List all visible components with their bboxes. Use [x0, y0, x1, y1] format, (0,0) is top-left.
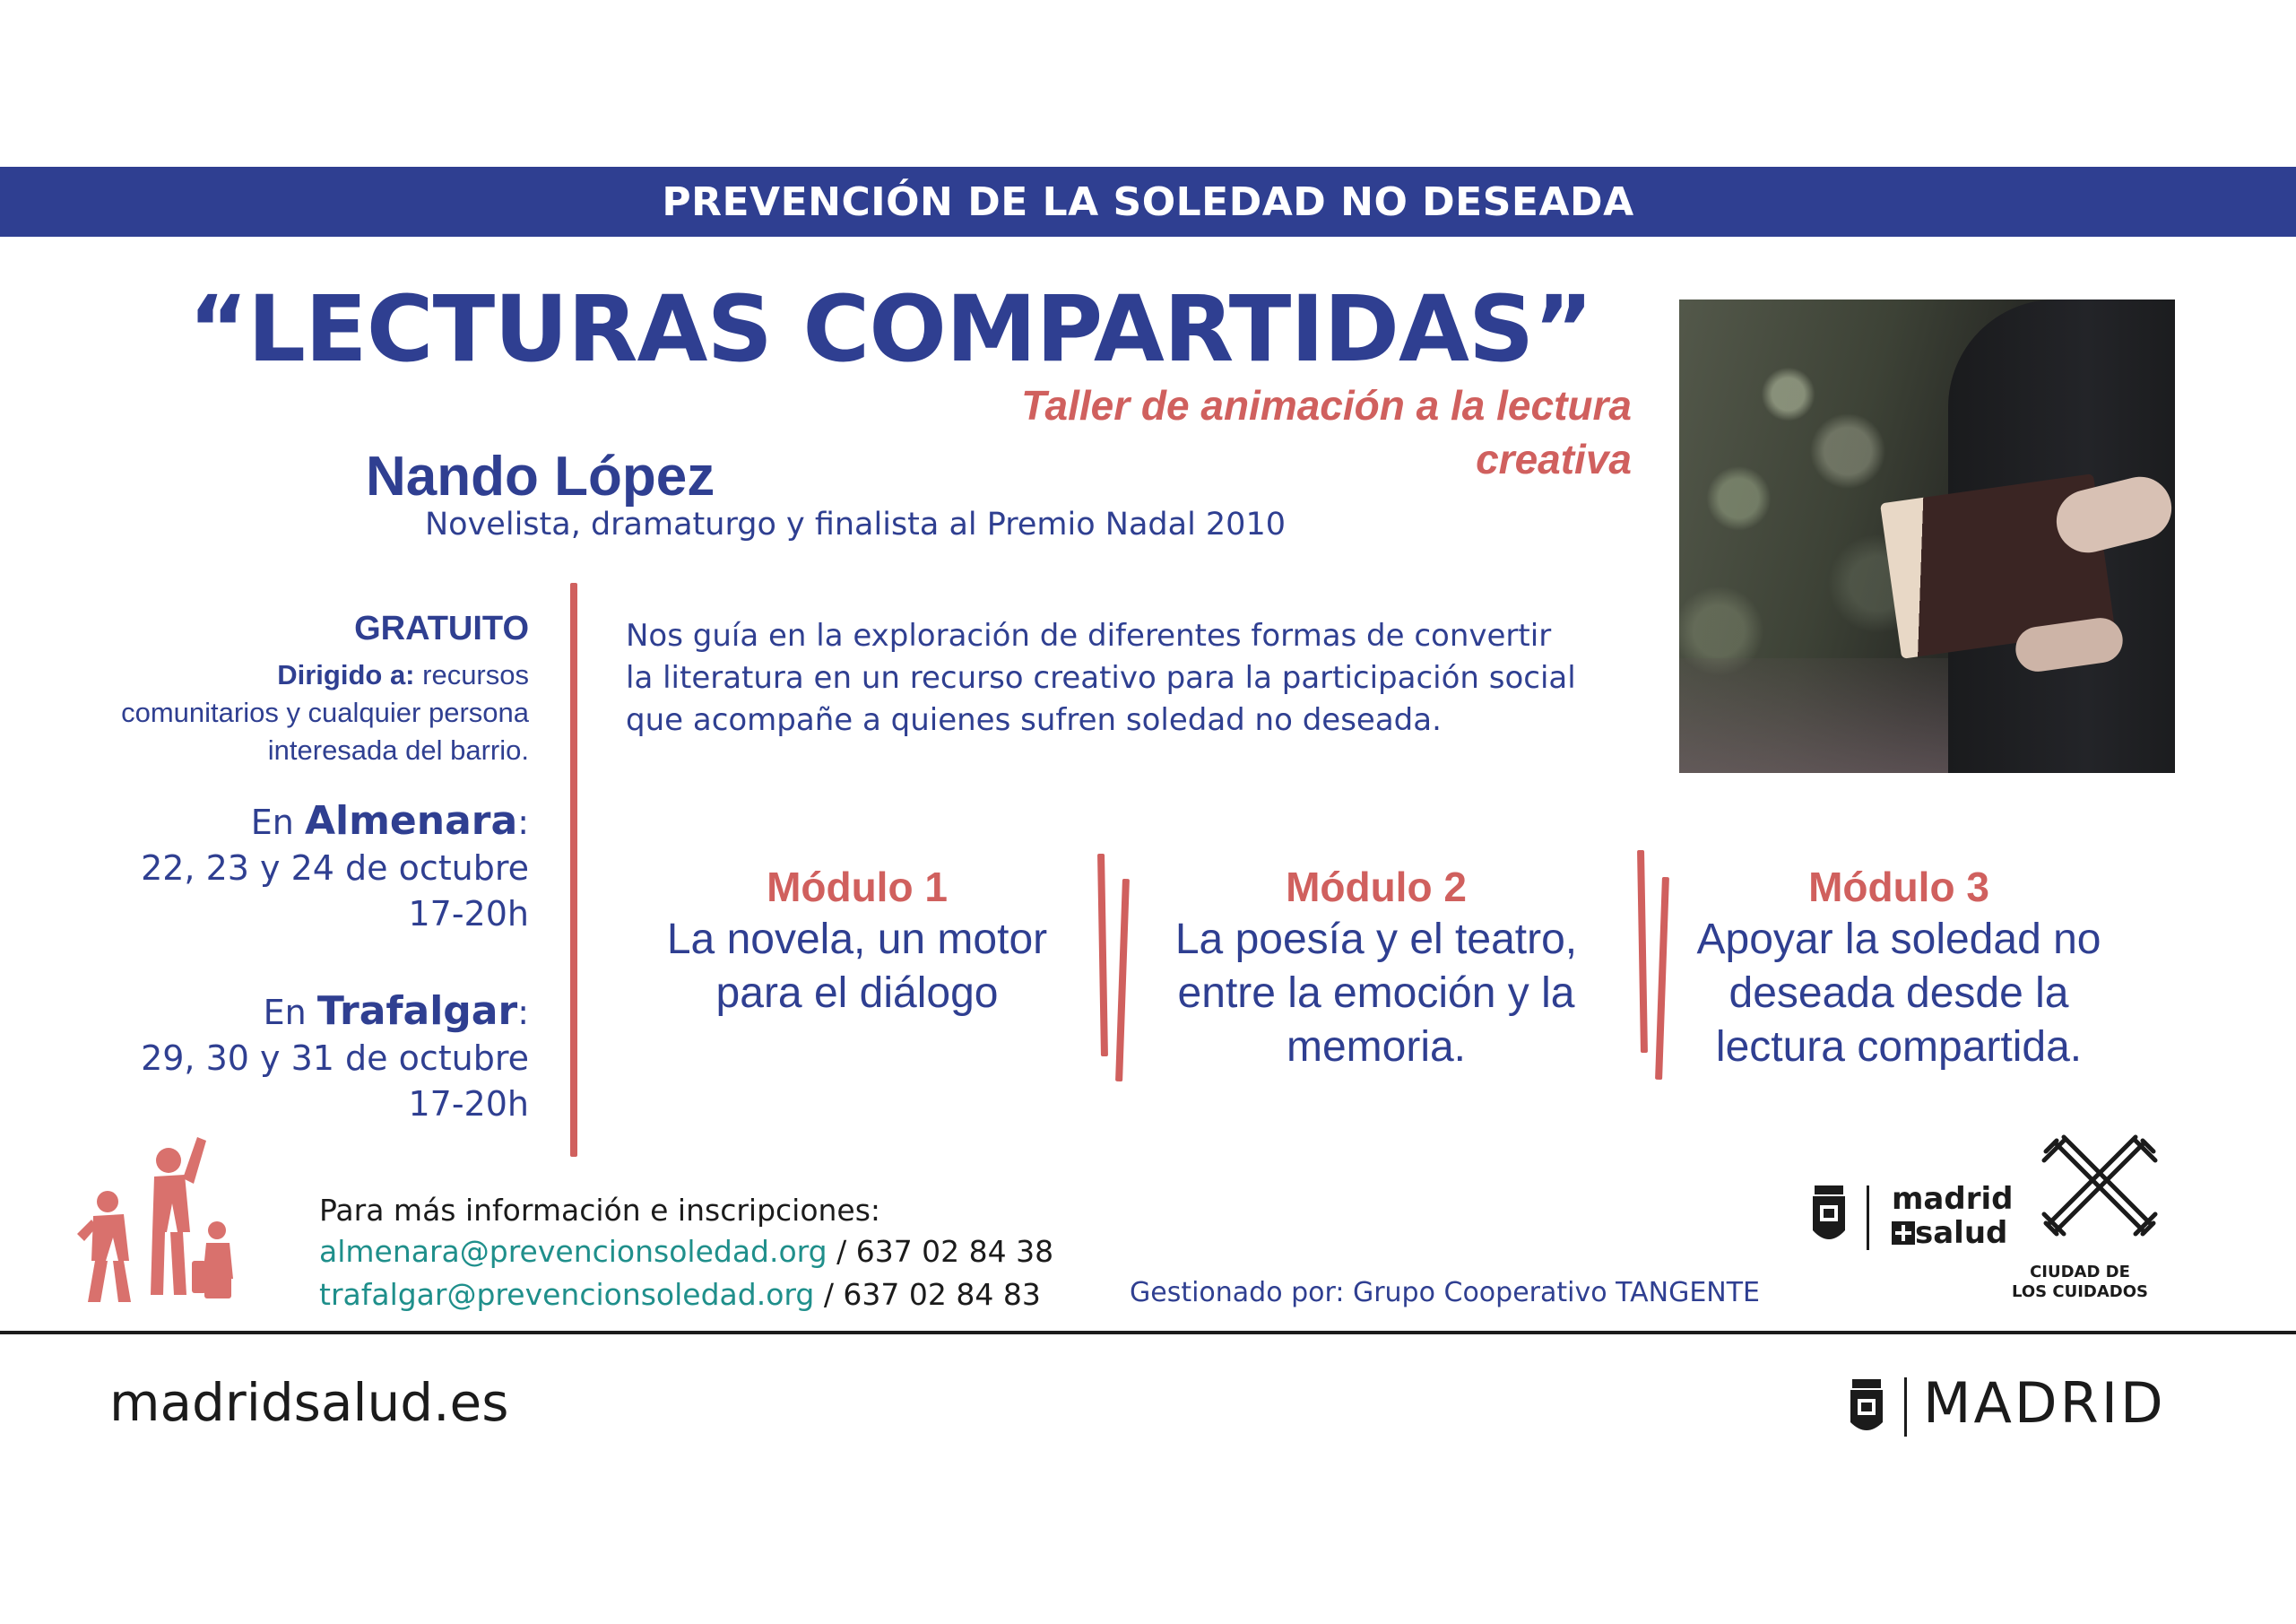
audience-line-3: interesada del barrio.: [267, 734, 529, 766]
contact-almenara: [319, 1234, 1053, 1269]
audience-label: Dirigido a:: [277, 659, 415, 690]
module-1-title: Módulo 1: [767, 864, 948, 910]
subtitle-line-1: Taller de animación a la lectura: [1021, 382, 1632, 429]
module-3-line-3: lectura compartida.: [1715, 1023, 2083, 1071]
contact-trafalgar-phone: / 637 02 84 83: [814, 1277, 1041, 1312]
module-2-line-2: entre la emoción y la: [1177, 969, 1575, 1017]
loc1-dates: 22, 23 y 24 de octubre: [141, 848, 529, 888]
madrid-salud-logo-text: [1892, 1182, 2013, 1250]
module-3-line-1: Apoyar la soledad no: [1696, 916, 2101, 963]
loc2-time: 17-20h: [408, 1084, 529, 1124]
audience-line-2: comunitarios y cualquier persona: [121, 697, 529, 728]
left-divider: [570, 583, 577, 1157]
author-name: Nando López: [366, 446, 715, 508]
info-heading: Para más información e inscripciones:: [319, 1193, 881, 1228]
madrid-salud-line-1: madrid: [1892, 1181, 2014, 1217]
author-description: Novelista, dramaturgo y finalista al Premio Nadal 2010: [425, 507, 1286, 543]
loc1-suffix: :: [517, 803, 529, 842]
module-2-line-1: La poesía y el teatro,: [1174, 916, 1578, 963]
madrid-logo-text: MADRID: [1923, 1370, 2166, 1436]
top-banner: [0, 167, 2296, 237]
contact-almenara-phone: / 637 02 84 38: [827, 1234, 1054, 1269]
ciudad-cuidados-text: [2008, 1263, 2152, 1302]
logo-separator: [1867, 1185, 1869, 1250]
loc1-prefix: En: [250, 803, 305, 842]
audience-line-1: recursos: [414, 659, 529, 690]
module-divider-2a: [1637, 850, 1648, 1053]
madrid-crest-icon: [1809, 1184, 1849, 1248]
module-2: [1125, 861, 1627, 1074]
footer-divider: [0, 1331, 2296, 1334]
madrid-separator: [1904, 1377, 1907, 1437]
module-3-title: Módulo 3: [1808, 864, 1989, 910]
madrid-salud-line-2: salud: [1915, 1215, 2008, 1251]
contact-trafalgar-email[interactable]: trafalgar@prevencionsoledad.org: [319, 1277, 815, 1312]
module-1-line-2: para el diálogo: [715, 969, 999, 1017]
location-almenara: [36, 798, 529, 937]
module-1: [606, 861, 1108, 1020]
module-1-line-1: La novela, un motor: [666, 916, 1048, 963]
subtitle-line-2: creativa: [1476, 436, 1632, 482]
loc1-time: 17-20h: [408, 894, 529, 934]
loc2-prefix: En: [263, 993, 317, 1032]
managed-by-text: Gestionado por: Grupo Cooperativo TANGENTE: [1130, 1277, 1760, 1308]
salud-cross-icon: [1892, 1221, 1915, 1245]
event-subtitle: [950, 378, 1632, 486]
module-2-title: Módulo 2: [1286, 864, 1467, 910]
photo-ground: [1679, 658, 1975, 773]
audience-text: [36, 656, 529, 769]
module-3: [1648, 861, 2150, 1074]
loc2-dates: 29, 30 y 31 de octubre: [141, 1038, 529, 1078]
ciudad-cuidados-hands-icon: [2037, 1125, 2162, 1250]
book-hands-photo: [1679, 300, 2175, 773]
madrid-crest-bottom-icon: [1847, 1377, 1886, 1438]
event-title: “LECTURAS COMPARTIDAS”: [188, 276, 1593, 383]
desc-line-1: Nos guía en la exploración de diferentes formas de convertir: [626, 618, 1552, 654]
price-label: GRATUITO: [354, 610, 529, 647]
website-text[interactable]: madridsalud.es: [109, 1372, 509, 1433]
banner-text: PREVENCIÓN DE LA SOLEDAD NO DESEADA: [662, 178, 1634, 225]
desc-line-3: que acompañe a quienes sufren soledad no deseada.: [626, 702, 1442, 738]
location-trafalgar: [36, 988, 529, 1127]
desc-line-2: la literatura en un recurso creativo para la participación social: [626, 660, 1576, 696]
ciudad-line-1: CIUDAD DE: [2030, 1263, 2130, 1281]
module-3-line-2: deseada desde la: [1728, 969, 2069, 1017]
loc2-place: Trafalgar: [316, 988, 518, 1034]
module-2-line-3: memoria.: [1286, 1023, 1467, 1071]
loc2-suffix: :: [517, 993, 529, 1032]
workshop-description: [626, 615, 1612, 742]
loc1-place: Almenara: [304, 798, 518, 844]
contact-almenara-email[interactable]: almenara@prevencionsoledad.org: [319, 1234, 827, 1269]
ciudad-line-2: LOS CUIDADOS: [2012, 1282, 2148, 1301]
people-walking-logo-icon: [59, 1126, 238, 1306]
contact-trafalgar: [319, 1277, 1041, 1312]
